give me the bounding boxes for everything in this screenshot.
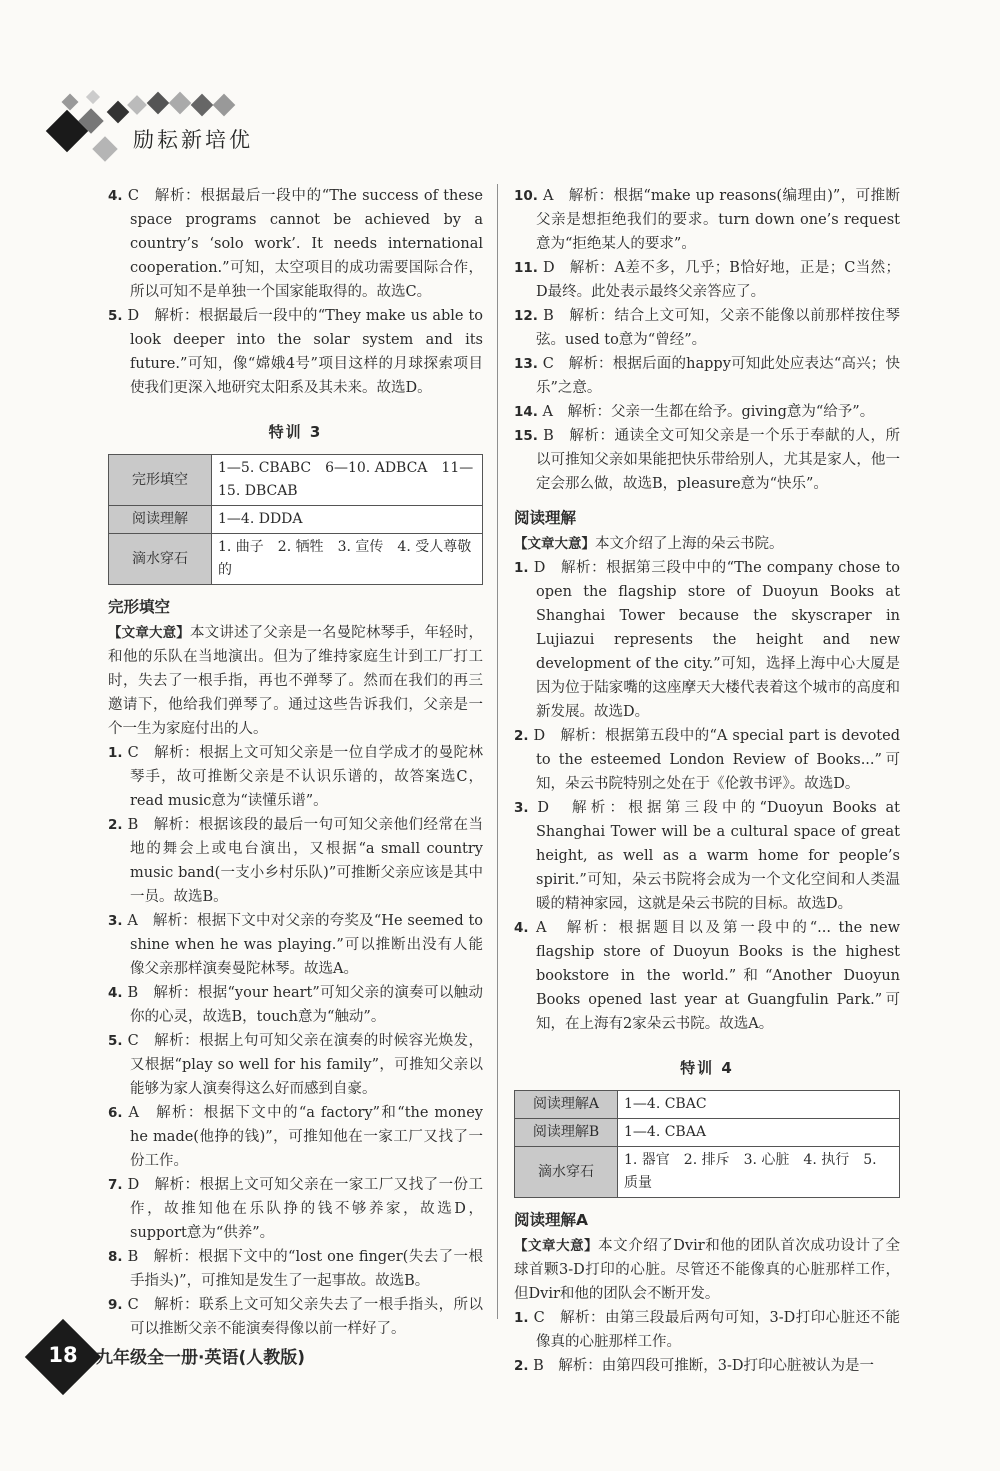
item-number: 1. xyxy=(108,745,123,761)
item-number: 8. xyxy=(108,1249,123,1265)
table-cell: 1—4. DDDA xyxy=(212,506,483,534)
item-number: 11. xyxy=(514,260,538,276)
item-number: 2. xyxy=(514,728,529,744)
item-text: B 解析：根据“your heart”可知父亲的演奏可以触动你的心灵，故选B，touch意为“触动”。 xyxy=(127,985,483,1025)
summary-text: 本文介绍了上海的朵云书院。 xyxy=(595,536,784,552)
answer-item xyxy=(108,1245,483,1293)
diamond-decoration-icon xyxy=(107,101,130,124)
item-number: 5. xyxy=(108,1033,123,1049)
item-number: 10. xyxy=(514,188,538,204)
answer-item xyxy=(108,1173,483,1245)
item-text: D 解析：根据最后一段中的“They make us able to look deeper into the solar system and its future.”可知，像“嫦娥4号”项目这样的月球探索项目使我们更深入地研究太阳系及其未来。故选D。 xyxy=(127,308,484,396)
answer-item xyxy=(514,304,900,352)
diamond-decoration-icon xyxy=(127,95,147,115)
item-text: B 解析：根据下文中的“lost one finger(失去了一根手指头)”，可推知是发生了一起事故。故选B。 xyxy=(127,1249,483,1289)
table-row xyxy=(515,1147,900,1198)
item-number: 4. xyxy=(514,920,529,936)
answer-item xyxy=(514,184,900,256)
diamond-decoration-icon xyxy=(62,94,79,111)
item-number: 2. xyxy=(108,817,123,833)
item-number: 9. xyxy=(108,1297,123,1313)
table-header-cell: 阅读理解B xyxy=(515,1119,618,1147)
item-number: 15. xyxy=(514,428,538,444)
summary-label: 【文章大意】 xyxy=(514,536,595,552)
cloze-section-title: 完形填空 xyxy=(108,598,171,616)
item-number: 3. xyxy=(514,800,529,816)
item-text: C 解析：由第三段最后两句可知，3-D打印心脏还不能像真的心脏那样工作。 xyxy=(533,1310,901,1350)
column-divider xyxy=(497,184,498,1319)
answer-item xyxy=(108,981,483,1029)
answer-item xyxy=(514,724,900,796)
answer-item xyxy=(108,909,483,981)
item-number: 1. xyxy=(514,1310,529,1326)
reading-a-summary xyxy=(514,1234,900,1306)
cloze-summary xyxy=(108,621,483,741)
item-text: A 解析：根据“make up reasons(编理由)”，可推断父亲是想拒绝我们的要求。turn down one’s request意为“拒绝某人的要求”。 xyxy=(536,188,901,252)
answer-item xyxy=(514,256,900,304)
answer-item xyxy=(108,1101,483,1173)
table-row xyxy=(109,455,483,506)
answer-item xyxy=(108,304,483,400)
book-title-footer: 九年级全一册·英语(人教版) xyxy=(96,1348,305,1368)
item-text: C 解析：根据上句可知父亲在演奏的时候容光焕发，又根据“play so well for his family”，可推知父亲以能够为家人演奏得这么好而感到自豪。 xyxy=(127,1033,484,1097)
reading-section-title: 阅读理解 xyxy=(514,509,577,527)
item-text: A 解析：根据下文中的“a factory”和“the money he made(他挣的钱)”，可推知他在一家工厂又找了一份工作。 xyxy=(128,1105,483,1169)
training-3-title: 特训 3 xyxy=(268,423,323,441)
item-text: C 解析：根据最后一段中的“The success of these space programs cannot be achieved by a country’s ‘solo work’. It needs international cooperation.”可知，太空项目的成功需要国际合作，所以可知不是单独一个国家能取得的。故选C。 xyxy=(127,188,483,300)
table-header-cell: 完形填空 xyxy=(109,455,212,506)
answer-item xyxy=(108,741,483,813)
table-row xyxy=(515,1119,900,1147)
left-column xyxy=(108,184,483,1341)
item-text: C 解析：联系上文可知父亲失去了一根手指头，所以可以推断父亲不能演奏得像以前一样好了。 xyxy=(127,1297,484,1337)
answer-item xyxy=(514,1306,900,1354)
diamond-decoration-icon xyxy=(147,92,170,115)
item-text: D 解析：根据上文可知父亲在一家工厂又找了一份工作，故推知他在乐队挣的钱不够养家，故选D，support意为“供养”。 xyxy=(127,1177,484,1241)
item-text: D 解析：根据第三段中的“Duoyun Books at Shanghai Tower will be a cultural space of great height, as well as a warm home for people’s spirit.”可知，朵云书院将会成为一个文化空间和人类温暖的精神家园，这就是朵云书院的目标。故选D。 xyxy=(536,800,900,912)
item-number: 5. xyxy=(108,308,123,324)
table-header-cell: 滴水穿石 xyxy=(515,1147,618,1198)
item-text: D 解析：根据第五段中的“A special part is devoted to the esteemed London Review of Books...”可知，朵云书院特别之处在于《伦敦书评》。故选D。 xyxy=(533,728,901,792)
answer-item xyxy=(108,1293,483,1341)
answer-item xyxy=(108,813,483,909)
item-number: 6. xyxy=(108,1105,123,1121)
table-row xyxy=(109,506,483,534)
item-text: A 解析：根据题目以及第一段中的“... the new flagship store of Duoyun Books is the highest bookstore in the world.”和“Another Duoyun Books opened last year at Guangfulin Park.”可知，在上海有2家朵云书院。故选A。 xyxy=(536,920,901,1032)
answer-item xyxy=(108,1029,483,1101)
page-header xyxy=(0,0,1000,185)
diamond-decoration-icon xyxy=(92,136,117,161)
item-number: 12. xyxy=(514,308,538,324)
table-row xyxy=(515,1091,900,1119)
item-text: A 解析：根据下文中对父亲的夸奖及“He seemed to shine when he was playing.”可以推断出没有人能像父亲那样演奏曼陀林琴。故选A。 xyxy=(127,913,484,977)
answer-item xyxy=(514,556,900,724)
item-number: 7. xyxy=(108,1177,123,1193)
summary-text: 本文介绍了Dvir和他的团队首次成功设计了全球首颗3-D打印的心脏。尽管还不能像真的心脏那样工作，但Dvir和他的团队会不断开发。 xyxy=(514,1238,900,1302)
diamond-decoration-icon xyxy=(213,94,236,117)
table-row xyxy=(109,534,483,585)
training-3-answer-table xyxy=(108,454,483,585)
item-number: 4. xyxy=(108,985,123,1001)
training-4-answer-table xyxy=(514,1090,900,1198)
table-header-cell: 阅读理解 xyxy=(109,506,212,534)
table-cell: 1—4. CBAA xyxy=(618,1119,900,1147)
answer-item xyxy=(514,400,900,424)
summary-label: 【文章大意】 xyxy=(514,1238,599,1254)
item-text: C 解析：根据上文可知父亲是一位自学成才的曼陀林琴手，故可推断父亲是不认识乐谱的，故答案选C，read music意为“读懂乐谱”。 xyxy=(127,745,484,809)
training-4-title: 特训 4 xyxy=(680,1059,734,1077)
item-number: 3. xyxy=(108,913,123,929)
item-text: B 解析：根据该段的最后一句可知父亲他们经常在当地的舞会上或电台演出，又根据“a small country music band(一支小乡村乐队)”可推断父亲应该是其中一员。故选B。 xyxy=(127,817,484,905)
summary-label: 【文章大意】 xyxy=(108,625,190,641)
reading-summary xyxy=(514,532,900,556)
item-text: A 解析：父亲一生都在给予。giving意为“给予”。 xyxy=(542,404,875,420)
item-text: D 解析：A差不多，几乎；B恰好地，正是；C当然；D最终。此处表示最终父亲答应了。 xyxy=(536,260,900,300)
table-cell: 1—5. CBABC 6—10. ADBCA 11—15. DBCAB xyxy=(212,455,483,506)
table-cell: 1. 器官 2. 排斥 3. 心脏 4. 执行 5. 质量 xyxy=(618,1147,900,1198)
answer-item xyxy=(514,796,900,916)
item-text: D 解析：根据第三段中中的“The company chose to open the flagship store of Duoyun Books at Shanghai Tower because the skyscraper in Lujiazui represents the height and new development of the city.”可知，选择上海中心大厦是因为位于陆家嘴的这座摩天大楼代表着这个城市的高度和新发展。故选D。 xyxy=(533,560,901,720)
item-text: B 解析：由第四段可推断，3-D打印心脏被认为是一 xyxy=(533,1358,875,1374)
item-number: 2. xyxy=(514,1358,529,1374)
item-number: 14. xyxy=(514,404,538,420)
answer-item xyxy=(514,424,900,496)
item-number: 1. xyxy=(514,560,529,576)
answer-item xyxy=(514,916,900,1036)
diamond-decoration-icon xyxy=(86,90,100,104)
table-header-cell: 滴水穿石 xyxy=(109,534,212,585)
table-cell: 1. 曲子 2. 牺牲 3. 宣传 4. 受人尊敬的 xyxy=(212,534,483,585)
right-column xyxy=(514,184,900,1378)
table-cell: 1—4. CBAC xyxy=(618,1091,900,1119)
diamond-decoration-icon xyxy=(191,94,214,117)
reading-a-section-title: 阅读理解A xyxy=(514,1211,588,1229)
item-text: B 解析：结合上文可知，父亲不能像以前那样按住琴弦。used to意为“曾经”。 xyxy=(536,308,901,348)
item-number: 4. xyxy=(108,188,123,204)
item-text: B 解析：通读全文可知父亲是一个乐于奉献的人，所以可推知父亲如果能把快乐带给别人，尤其是家人，他一定会那么做，故选B，pleasure意为“快乐”。 xyxy=(536,428,901,492)
answer-item xyxy=(108,184,483,304)
item-number: 13. xyxy=(514,356,538,372)
brand-title: 励耘新培优 xyxy=(133,128,253,152)
item-text: C 解析：根据后面的happy可知此处应表达“高兴；快乐”之意。 xyxy=(536,356,900,396)
table-header-cell: 阅读理解A xyxy=(515,1091,618,1119)
diamond-decoration-icon xyxy=(169,92,192,115)
page-number: 18 xyxy=(48,1343,78,1367)
summary-text: 本文讲述了父亲是一名曼陀林琴手，年轻时，和他的乐队在当地演出。但为了维持家庭生计到工厂打工时，失去了一根手指，再也不弹琴了。然而在我们的再三邀请下，他给我们弹琴了。通过这些告诉我们，父亲是一个一生为家庭付出的人。 xyxy=(108,625,484,737)
answer-item xyxy=(514,1354,900,1378)
answer-item xyxy=(514,352,900,400)
